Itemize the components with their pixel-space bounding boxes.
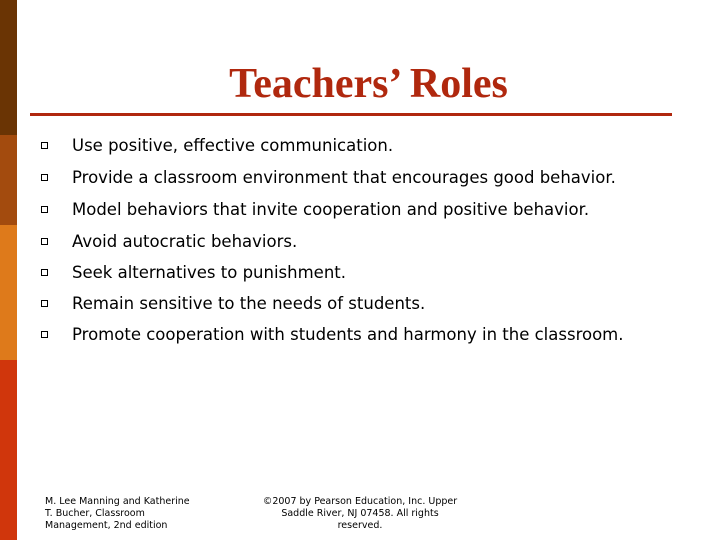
side-bar-segment [0,225,17,360]
side-bar-segment [0,0,17,135]
bullet-text: Seek alternatives to punishment. [72,263,346,282]
hollow-square-icon [41,300,48,307]
bullet-text: Use positive, effective communication. [72,136,394,155]
hollow-square-icon [41,238,48,245]
bullet-text: Remain sensitive to the needs of students. [72,294,426,313]
footer-copyright-line: ©2007 by Pearson Education, Inc. Upper [262,496,458,507]
footer-copyright-line: reserved. [337,520,383,531]
bullet-text: Provide a classroom environment that encourages good behavior. [72,168,616,187]
side-bar-segment [0,135,17,225]
footer-copyright-line: Saddle River, NJ 07458. All rights [281,508,439,519]
footer-citation-line: Management, 2nd edition [45,520,168,531]
footer-copyright [250,496,470,532]
hollow-square-icon [41,142,48,149]
bullet-text: Promote cooperation with students and harmony in the classroom. [72,325,624,344]
hollow-square-icon [41,269,48,276]
hollow-square-icon [41,174,48,181]
side-bar-segment [0,360,17,540]
hollow-square-icon [41,331,48,338]
footer-citation-line: T. Bucher, Classroom [45,508,145,519]
footer-citation-line: M. Lee Manning and Katherine [45,496,190,507]
slide-title: Teachers’ Roles [229,61,508,107]
bullet-text: Avoid autocratic behaviors. [72,232,298,251]
footer-citation [45,496,225,532]
hollow-square-icon [41,206,48,213]
title-underline [30,113,672,116]
bullet-text: Model behaviors that invite cooperation and positive behavior. [72,200,590,219]
